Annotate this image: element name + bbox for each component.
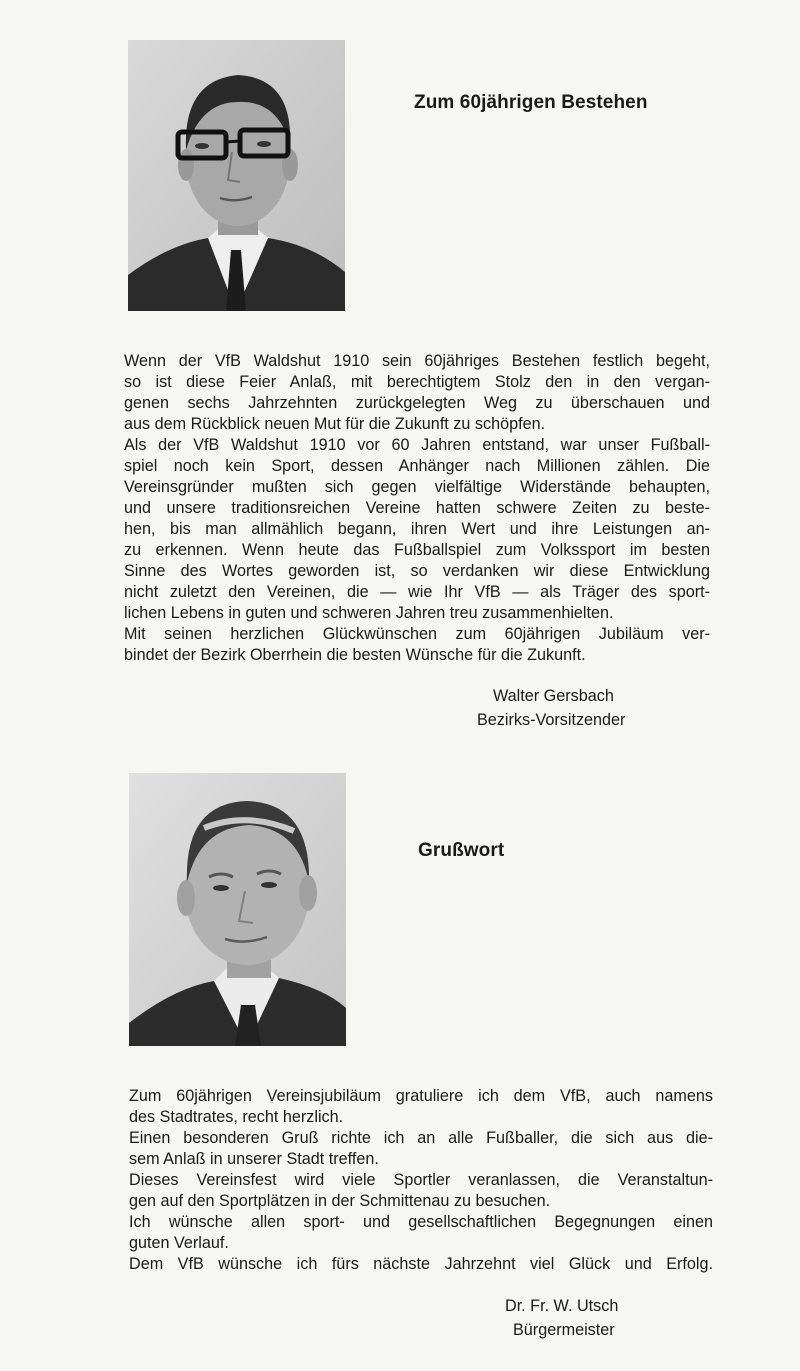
text-line: Mit seinen herzlichen Glückwünschen zum 60jährigen Jubiläum ver- [124,625,710,643]
text-line: guten Verlauf. [129,1234,229,1252]
text-line: Als der VfB Waldshut 1910 vor 60 Jahren entstand, war unser Fußball- [124,436,710,454]
text-line: spiel noch kein Sport, dessen Anhänger nach Millionen zählen. Die [124,457,710,475]
section2-signature [505,1294,618,1342]
text-line: Ich wünsche allen sport- und gesellschaftlichen Begegnungen einen [129,1213,713,1231]
text-line: nicht zuletzt den Vereinen, die — wie Ihr VfB — als Träger des sport- [124,583,710,601]
text-line: Dieses Vereinsfest wird viele Sportler veranlassen, die Veranstaltun- [129,1171,713,1189]
text-line: hen, bis man allmählich begann, ihren Wert und ihre Leistungen an- [124,520,710,538]
text-line: zu erkennen. Wenn heute das Fußballspiel zum Volkssport im besten [124,541,710,559]
text-line: Wenn der VfB Waldshut 1910 sein 60jähriges Bestehen festlich begeht, [124,352,710,370]
text-line: so ist diese Feier Anlaß, mit berechtigtem Stolz den in den vergan- [124,373,710,391]
signature-name: Walter Gersbach [493,687,614,705]
portrait-photo-walter-gersbach [128,40,345,311]
section1-body [124,351,710,666]
text-line: lichen Lebens in guten und schweren Jahren treu zusammenhielten. [124,604,614,622]
text-line: aus dem Rückblick neuen Mut für die Zukunft zu schöpfen. [124,415,546,433]
section1-heading: Zum 60jährigen Bestehen [414,92,648,113]
signature-title: Bezirks-Vorsitzender [477,711,626,729]
text-line: Zum 60jährigen Vereinsjubiläum gratuliere ich dem VfB, auch namens [129,1087,713,1105]
section1-signature [477,684,626,732]
text-line: des Stadtrates, recht herzlich. [129,1108,344,1126]
text-line: Einen besonderen Gruß richte ich an alle Fußballer, die sich aus die- [129,1129,713,1147]
text-line: und unsere traditionsreichen Vereine hatten schwere Zeiten zu beste- [124,499,710,517]
portrait-photo-utsch [129,773,346,1046]
text-line: bindet der Bezirk Oberrhein die besten Wünsche für die Zukunft. [124,646,586,664]
text-line: sem Anlaß in unserer Stadt treffen. [129,1150,379,1168]
text-line: Vereinsgründer mußten sich gegen vielfältige Widerstände behaupten, [124,478,710,496]
text-line: gen auf den Sportplätzen in der Schmittenau zu besuchen. [129,1192,551,1210]
section2-heading: Grußwort [418,840,505,861]
text-line: genen sechs Jahrzehnten zurückgelegten Weg zu überschauen und [124,394,710,412]
text-line: Dem VfB wünsche ich fürs nächste Jahrzehnt viel Glück und Erfolg. [129,1255,713,1273]
portrait-image [129,773,346,1046]
portrait-image [128,40,345,311]
section2-body [129,1086,713,1275]
signature-name: Dr. Fr. W. Utsch [505,1297,619,1315]
signature-title: Bürgermeister [513,1321,615,1339]
text-line: Sinne des Wortes geworden ist, so verdanken wir diese Entwicklung [124,562,710,580]
